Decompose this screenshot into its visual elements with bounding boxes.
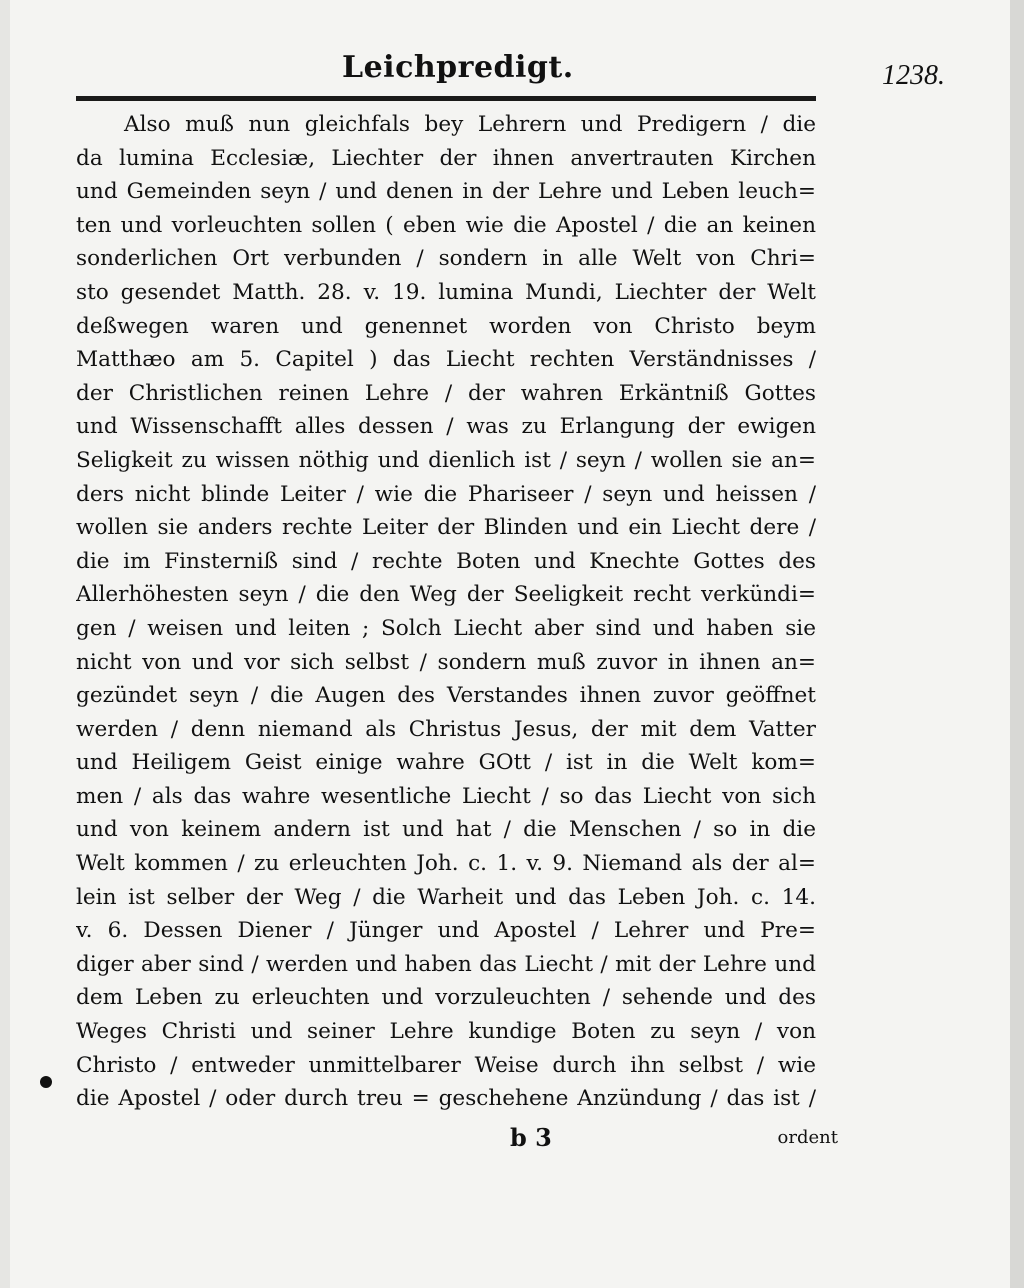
catchword: ordent xyxy=(777,1127,838,1148)
text-line: die im Finsterniß sind / rechte Boten und Knechte Gottes des xyxy=(76,548,816,574)
page-footer xyxy=(76,1123,838,1153)
signature-mark: b 3 xyxy=(510,1123,552,1152)
text-line: die Apostel / oder durch treu = geschehene Anzündung / das ist / xyxy=(76,1086,816,1112)
header-rule xyxy=(76,96,816,101)
text-line: v. 6. Dessen Diener / Jünger und Apostel / Lehrer und Pre= xyxy=(76,918,816,944)
text-line: Christo / entweder unmittelbarer Weise durch ihn selbst / wie xyxy=(76,1052,816,1078)
text-line: und Heiligem Geist einige wahre GOtt / ist in die Welt kom= xyxy=(76,750,816,776)
text-line: gen / weisen und leiten ; Solch Liecht aber sind und haben sie xyxy=(76,615,816,641)
running-head: Leichpredigt. xyxy=(342,50,574,85)
text-line: werden / denn niemand als Christus Jesus, der mit dem Vatter xyxy=(76,716,816,742)
text-line: diger aber sind / werden und haben das Liecht / mit der Lehre und xyxy=(76,951,816,977)
text-line: sonderlichen Ort verbunden / sondern in alle Welt von Chri= xyxy=(76,246,816,272)
text-line: nicht von und vor sich selbst / sondern muß zuvor in ihnen an= xyxy=(76,649,816,675)
text-line: lein ist selber der Weg / die Warheit und das Leben Joh. c. 14. xyxy=(76,884,816,910)
text-line: gezündet seyn / die Augen des Verstandes ihnen zuvor geöffnet xyxy=(76,683,816,709)
text-line: ders nicht blinde Leiter / wie die Phariseer / seyn und heissen / xyxy=(76,481,816,507)
body-text xyxy=(76,108,816,1116)
book-page xyxy=(30,20,990,1268)
text-line: Also muß nun gleichfals bey Lehrern und Predigern / die xyxy=(124,112,816,137)
margin-dot xyxy=(40,1076,52,1088)
text-line: Seligkeit zu wissen nöthig und dienlich ist / seyn / wollen sie an= xyxy=(76,447,816,473)
text-line: sto gesendet Matth. 28. v. 19. lumina Mundi, Liechter der Welt xyxy=(76,279,816,305)
text-line: und Gemeinden seyn / und denen in der Lehre und Leben leuch= xyxy=(76,179,816,205)
text-line: und von keinem andern ist und hat / die Menschen / so in die xyxy=(76,817,816,843)
text-line: Weges Christi und seiner Lehre kundige Boten zu seyn / von xyxy=(76,1019,816,1045)
text-line: Allerhöhesten seyn / die den Weg der Seeligkeit recht verkündi= xyxy=(76,582,816,608)
text-line: dem Leben zu erleuchten und vorzuleuchten / sehende und des xyxy=(76,985,816,1011)
text-line: Matthæo am 5. Capitel ) das Liecht rechten Verständnisses / xyxy=(76,347,816,373)
text-line: deßwegen waren und genennet worden von Christo beym xyxy=(76,313,816,339)
text-line: ten und vorleuchten sollen ( eben wie die Apostel / die an keinen xyxy=(76,212,816,238)
text-line: und Wissenschafft alles dessen / was zu Erlangung der ewigen xyxy=(76,414,816,440)
page-number: 1238. xyxy=(882,60,945,91)
text-line: da lumina Ecclesiæ, Liechter der ihnen anvertrauten Kirchen xyxy=(76,145,816,171)
text-line: Welt kommen / zu erleuchten Joh. c. 1. v. 9. Niemand als der al= xyxy=(76,851,816,877)
scan-margin-right xyxy=(1010,0,1024,1288)
text-line: der Christlichen reinen Lehre / der wahren Erkäntniß Gottes xyxy=(76,380,816,406)
text-line: men / als das wahre wesentliche Liecht / so das Liecht von sich xyxy=(76,783,816,809)
scan-margin-left xyxy=(0,0,10,1288)
text-line: wollen sie anders rechte Leiter der Blinden und ein Liecht dere / xyxy=(76,515,816,541)
